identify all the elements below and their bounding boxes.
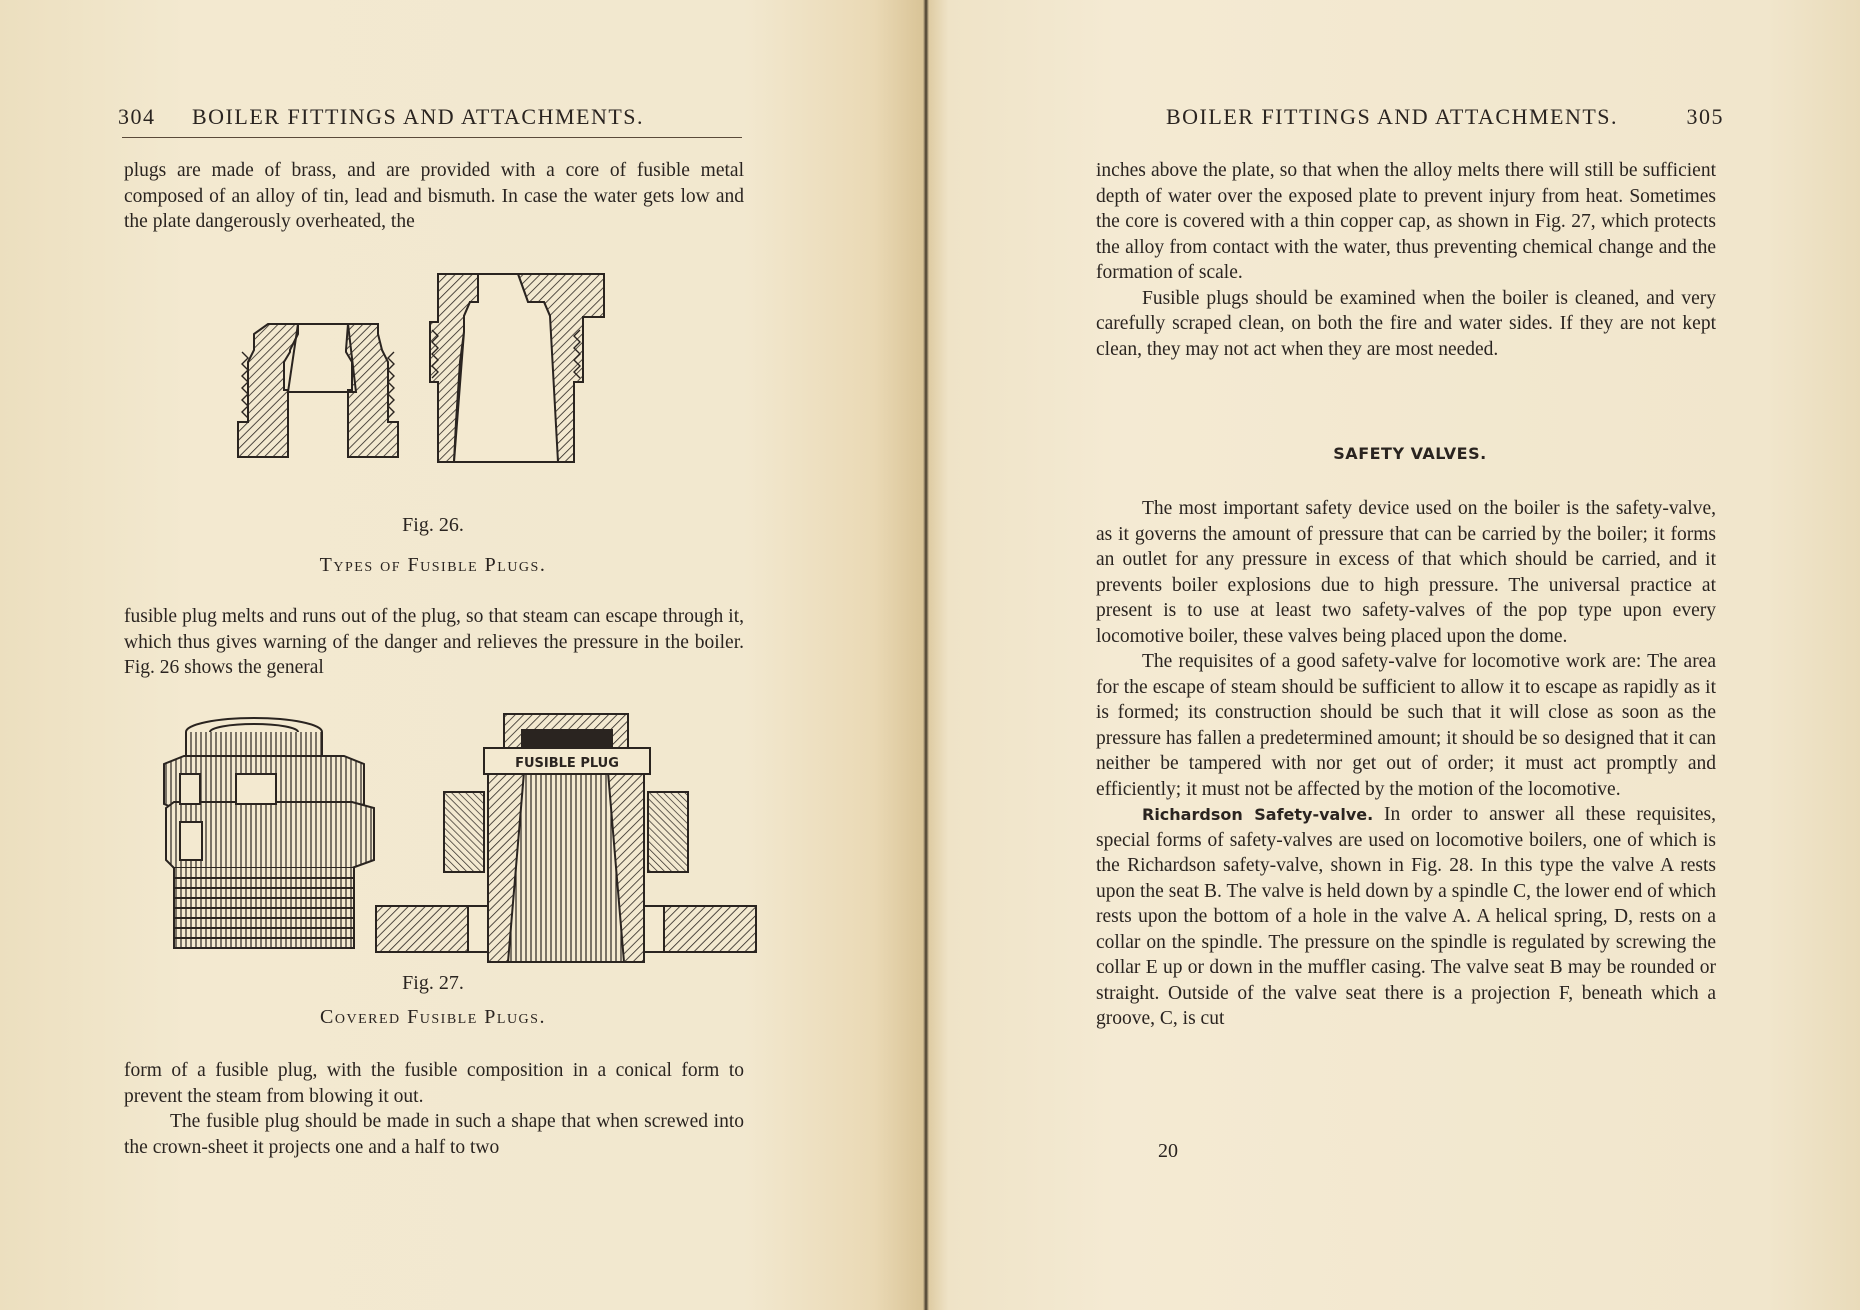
fig26-illustration — [228, 272, 628, 492]
right-paragraph-3: The most important safety device used on the boiler is the safety-valve, as it governs the amount of pressure that can be carried by the boiler; it forms an outlet for any pressure in excess of that which should be carried, and it prevents boiler explosions due to high pressure. The universal practice at present is to use at least two safety-valves of the pop type upon every locomotive boiler, these valves being placed upon the dome. — [1096, 498, 1716, 647]
fusible-plug-a — [238, 324, 398, 457]
fig26-caption: Types of Fusible Plugs. — [319, 554, 547, 576]
header-rule — [122, 137, 742, 138]
covered-plug-exterior — [164, 718, 374, 948]
book-gutter — [923, 0, 929, 1310]
fig27-number: Fig. 27. — [402, 972, 464, 994]
left-paragraph-bottom: form of a fusible plug, with the fusible composition in a conical form to prevent the steam from blowing it out. The fusible plug should be made in such a shape that when screwed into the crown-sheet it projects one and a half to two — [124, 1060, 744, 1158]
left-paragraph-middle: fusible plug melts and runs out of the plug, so that steam can escape through it, which thus gives warning of the danger and relieves the pressure in the boiler. Fig. 26 shows the general — [124, 606, 744, 678]
right-page-number: 305 — [1686, 104, 1724, 129]
right-body-text — [1096, 496, 1716, 1032]
fig26-number: Fig. 26. — [402, 514, 464, 536]
fig27-illustration — [144, 712, 764, 972]
fig27-caption: Covered Fusible Plugs. — [320, 1006, 546, 1028]
right-running-title: BOILER FITTINGS AND ATTACHMENTS. — [1166, 104, 1619, 129]
right-page — [1096, 0, 1724, 1310]
left-page-number: 304 — [118, 104, 156, 129]
covered-plug-section — [376, 714, 756, 962]
right-paragraph-4: The requisites of a good safety-valve for locomotive work are: The area for the escape of steam should be sufficient to allow it to escape as rapidly as it is formed; its construction should be such that it will close as soon as the pressure has fallen a predetermined amount; it should be so designed that it can neither be tampered with nor get out of order; it must act promptly and efficiently; it must not be affected by the motion of the locomotive. — [1096, 651, 1716, 800]
left-running-title: BOILER FITTINGS AND ATTACHMENTS. — [192, 104, 645, 129]
fusible-plug-b — [430, 274, 604, 462]
signature-folio: 20 — [1158, 1140, 1178, 1162]
right-paragraph-2: Fusible plugs should be examined when the boiler is cleaned, and very carefully scraped clean, on both the fire and water sides. If they are not kept clean, they may not act when they are most needed. — [1096, 287, 1716, 360]
right-paragraph-5: Richardson Safety-valve. In order to answer all these requisites, special forms of safety-valves are used on locomotive boilers, one of which is the Richardson safety-valve, shown in Fig. 28. In this type the valve A rests upon the seat B. The valve is held down by a spindle C, the lower end of which rests upon the bottom of a hole in the valve A. A helical spring, D, rests on a collar on the spindle. The pressure on the spindle is regulated by screwing the collar E up or down in the muffler casing. The valve seat B may be rounded or straight. Outside of the valve seat there is a projection F, beneath which a groove, C, is cut — [1096, 804, 1717, 1029]
section-heading: SAFETY VALVES. — [1333, 444, 1487, 463]
subheading-richardson: Richardson Safety-valve. — [1142, 805, 1374, 824]
left-page — [118, 0, 748, 1310]
right-paragraph-1: inches above the plate, so that when the alloy melts there will still be sufficient depth of water over the exposed plate to prevent injury from heat. Sometimes the core is covered with a thin copper cap, as shown in Fig. 27, which protects the alloy from contact with the water, thus preventing chemical change and the formation of scale. Fusible plugs should be examined when the boiler is cleaned, and very carefully scraped clean, on both the fire and water sides. If they are not kept clean, they may not act when they are most needed. — [1096, 158, 1716, 362]
fusible-plug-label: FUSIBLE PLUG — [515, 756, 619, 771]
left-paragraph-top: plugs are made of brass, and are provided with a core of fusible metal composed of an alloy of tin, lead and bismuth. In case the water gets low and the plate dangerously overheated, the — [124, 160, 744, 232]
